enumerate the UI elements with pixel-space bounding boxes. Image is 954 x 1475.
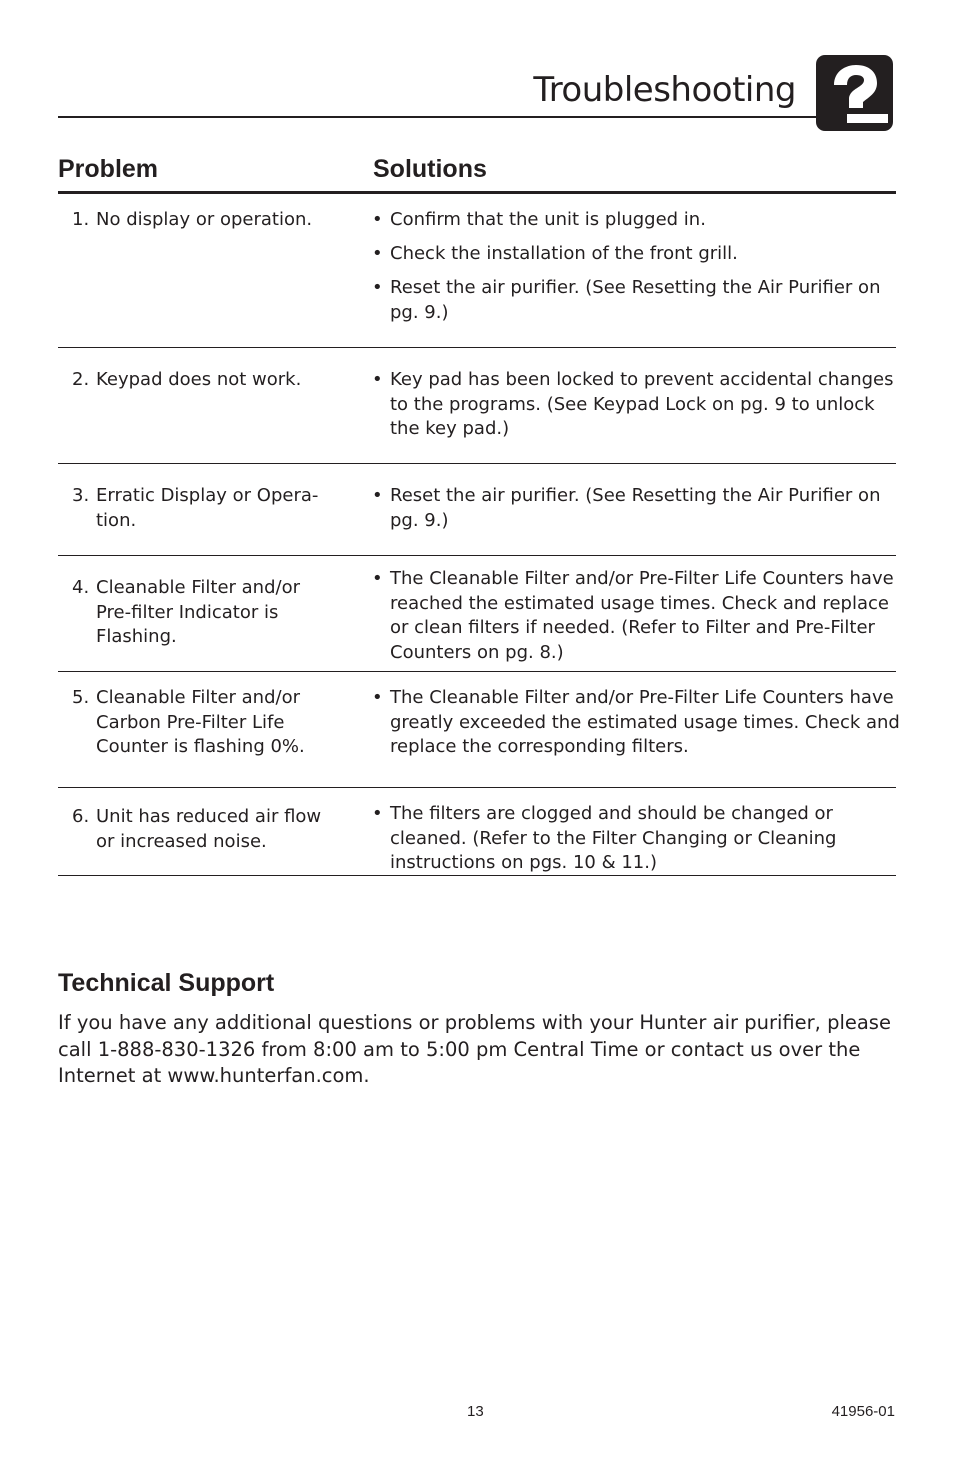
solutions-cell [372, 802, 902, 885]
technical-support-text: If you have any additional questions or problems with your Hunter air purifier, please call 1-888-830-1326 from 8:00 am to 5:00 pm Central Time or contact us over the Internet at www.hunterfan.com. [58, 1011, 891, 1087]
question-mark-icon [814, 53, 895, 133]
problem-number: 4. [72, 577, 90, 598]
troubleshooting-row-3 [58, 464, 896, 556]
solution-item: • Key pad has been locked to prevent accidental changes to the programs. (See Keypad Lock on pg. 9 to unlock the key pad.) [372, 369, 894, 439]
row-divider [58, 875, 896, 876]
solutions-column-header: Solutions [373, 155, 487, 183]
solution-item: • The Cleanable Filter and/or Pre-Filter Life Counters have greatly exceeded the estimated usage times. Check and replace the corresponding filters. [372, 687, 900, 757]
troubleshooting-row-1 [58, 194, 896, 348]
page-title: Troubleshooting [533, 70, 796, 110]
solutions-cell [372, 484, 902, 543]
troubleshooting-row-4 [58, 556, 896, 672]
solution-item: • Reset the air purifier. (See Resetting the Air Purifier on pg. 9.) [372, 485, 881, 531]
solutions-cell [372, 368, 902, 451]
troubleshooting-row-5 [58, 672, 900, 788]
solutions-cell [372, 567, 902, 675]
troubleshooting-row-2 [58, 348, 896, 464]
solution-item: • Confirm that the unit is plugged in. [372, 209, 706, 230]
problem-text: Unit has reduced air flow or increased noise. [96, 806, 322, 852]
problem-number: 6. [72, 806, 90, 827]
problem-text: Cleanable Filter and/or Carbon Pre-Filter Life Counter is flashing 0%. [96, 687, 305, 757]
problem-text: Erratic Display or Opera-tion. [96, 485, 319, 531]
problem-number: 2. [72, 369, 90, 390]
troubleshooting-row-6 [58, 788, 896, 876]
problem-number: 3. [72, 485, 90, 506]
page-number: 13 [467, 1403, 484, 1420]
problem-text: Keypad does not work. [96, 369, 302, 390]
solution-item: • Reset the air purifier. (See Resetting the Air Purifier on pg. 9.) [372, 277, 881, 323]
solutions-cell [372, 686, 902, 769]
problem-text: No display or operation. [96, 209, 313, 230]
technical-support-heading: Technical Support [58, 969, 275, 997]
problem-number: 5. [72, 687, 90, 708]
solution-item: • The filters are clogged and should be changed or cleaned. (Refer to the Filter Changing or Cleaning instructions on pgs. 10 & 11.) [372, 803, 837, 873]
solution-item: • Check the installation of the front grill. [372, 243, 738, 264]
problem-text: Cleanable Filter and/or Pre-filter Indicator is Flashing. [96, 577, 300, 647]
problem-number: 1. [72, 209, 90, 230]
problem-column-header: Problem [58, 155, 159, 183]
solution-item: • The Cleanable Filter and/or Pre-Filter Life Counters have reached the estimated usage times. Check and replace or clean filters if needed. (Refer to Filter and Pre-Filter Counters on pg. 8.) [372, 568, 894, 663]
document-code: 41956-01 [831, 1403, 895, 1420]
header-rule [58, 116, 816, 118]
solutions-cell [372, 208, 902, 335]
